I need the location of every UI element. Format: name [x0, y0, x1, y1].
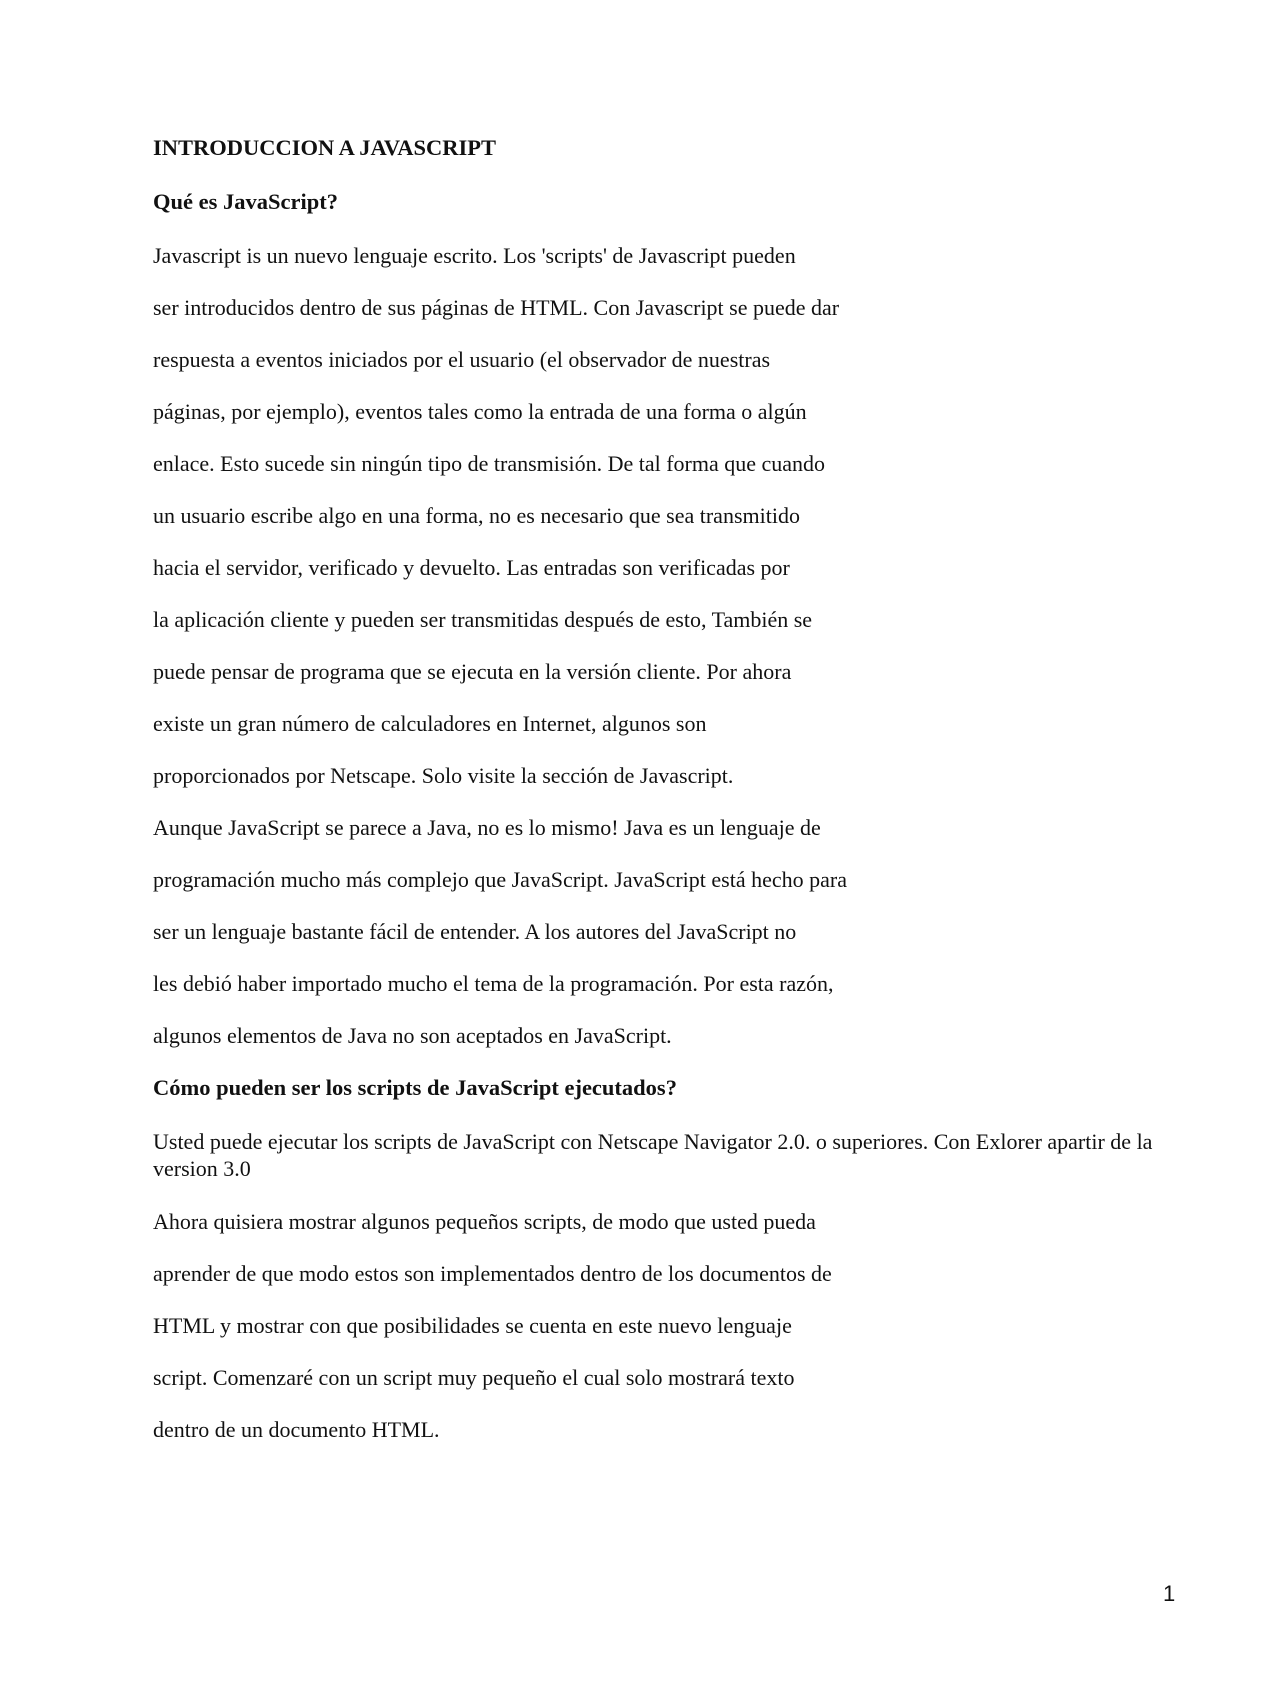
text-line: hacia el servidor, verificado y devuelto. Las entradas son verificadas por — [153, 555, 790, 580]
text-line: Ahora quisiera mostrar algunos pequeños scripts, de modo que usted pueda — [153, 1209, 816, 1234]
text-line: la aplicación cliente y pueden ser transmitidas después de esto, También se — [153, 607, 813, 632]
section-heading-que-es-javascript: Qué es JavaScript? — [153, 189, 338, 214]
text-line: proporcionados por Netscape. Solo visite la sección de Javascript. — [153, 763, 734, 788]
document-body — [153, 134, 1173, 1468]
text-line: Aunque JavaScript se parece a Java, no es lo mismo! Java es un lenguaje de — [153, 815, 821, 840]
page-number: 1 — [1163, 1581, 1176, 1606]
section1-text — [153, 242, 1173, 1050]
text-line: script. Comenzaré con un script muy pequeño el cual solo mostrará texto — [153, 1365, 795, 1390]
section-heading-como-ejecutar: Cómo pueden ser los scripts de JavaScript ejecutados? — [153, 1075, 677, 1100]
text-line: Javascript is un nuevo lenguaje escrito. Los 'scripts' de Javascript pueden — [153, 243, 796, 268]
text-line: respuesta a eventos iniciados por el usuario (el observador de nuestras — [153, 347, 771, 372]
document-title: INTRODUCCION A JAVASCRIPT — [153, 135, 496, 160]
text-line: ser un lenguaje bastante fácil de entender. A los autores del JavaScript no — [153, 919, 797, 944]
text-line: enlace. Esto sucede sin ningún tipo de transmisión. De tal forma que cuando — [153, 451, 826, 476]
text-line: un usuario escribe algo en una forma, no es necesario que sea transmitido — [153, 503, 800, 528]
paragraph-execution-requirements: Usted puede ejecutar los scripts de JavaScript con Netscape Navigator 2.0. o superiores. Con Exlorer apartir de la version 3.0 — [153, 1129, 1153, 1181]
text-line: páginas, por ejemplo), eventos tales como la entrada de una forma o algún — [153, 399, 807, 424]
text-line: algunos elementos de Java no son aceptados en JavaScript. — [153, 1023, 672, 1048]
text-line: les debió haber importado mucho el tema de la programación. Por esta razón, — [153, 971, 834, 996]
text-line: dentro de un documento HTML. — [153, 1417, 440, 1442]
text-line: programación mucho más complejo que JavaScript. JavaScript está hecho para — [153, 867, 847, 892]
text-line: existe un gran número de calculadores en Internet, algunos son — [153, 711, 707, 736]
text-line: ser introducidos dentro de sus páginas de HTML. Con Javascript se puede dar — [153, 295, 840, 320]
section2-text — [153, 1208, 1173, 1444]
text-line: puede pensar de programa que se ejecuta en la versión cliente. Por ahora — [153, 659, 792, 684]
text-line: HTML y mostrar con que posibilidades se cuenta en este nuevo lenguaje — [153, 1313, 792, 1338]
text-line: aprender de que modo estos son implementados dentro de los documentos de — [153, 1261, 832, 1286]
